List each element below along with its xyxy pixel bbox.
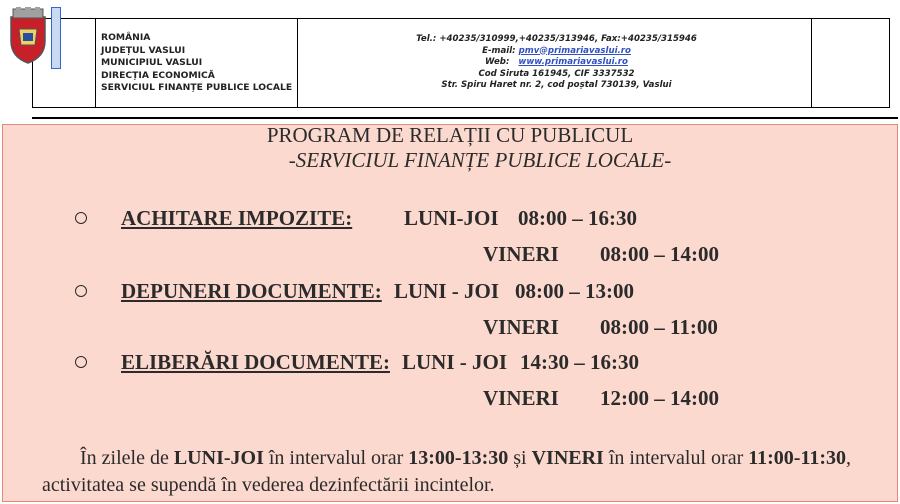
note-part-1: În zilele de bbox=[80, 447, 174, 469]
item-weekday-eliberari: LUNI - JOI bbox=[402, 350, 508, 374]
disinfection-note bbox=[42, 445, 898, 499]
web-link[interactable]: www.primariavaslui.ro bbox=[518, 57, 628, 67]
letterhead-table bbox=[32, 18, 890, 108]
note-part-3: și bbox=[508, 447, 532, 469]
inst-line-2: JUDEȚUL VASLUI bbox=[101, 44, 186, 56]
item-weekday-hours-depuneri: 08:00 – 13:00 bbox=[515, 279, 634, 303]
email-link[interactable]: pmv@primariavaslui.ro bbox=[518, 45, 631, 56]
item-weekday-depuneri: LUNI - JOI bbox=[394, 279, 500, 303]
note-part-5: , activitatea se supendă în vederea dezinfectării incintelor. bbox=[42, 447, 852, 496]
inst-line-3: MUNICIPIUL VASLUI bbox=[101, 57, 203, 68]
inst-line-1: ROMÂNIA bbox=[101, 32, 151, 43]
item-friday-hours-achitare: 08:00 – 14:00 bbox=[600, 242, 719, 266]
institution-block bbox=[101, 32, 292, 95]
item-label-depuneri: DEPUNERI DOCUMENTE: bbox=[121, 279, 382, 303]
inst-line-4: DIRECȚIA ECONOMICĂ bbox=[101, 69, 215, 81]
item-friday-achitare: VINERI bbox=[483, 242, 559, 266]
item-label-achitare: ACHITARE IMPOZITE: bbox=[121, 206, 353, 230]
program-title: PROGRAM DE RELAȚII CU PUBLICUL bbox=[266, 123, 634, 147]
bullet-icon bbox=[75, 212, 87, 224]
item-friday-hours-eliberari: 12:00 – 14:00 bbox=[600, 386, 719, 410]
item-weekday-achitare: LUNI-JOI bbox=[404, 206, 499, 230]
municipality-crest-icon bbox=[5, 7, 51, 65]
note-weekday-interval: 13:00-13:30 bbox=[408, 447, 509, 469]
note-part-2: în intervalul orar bbox=[263, 447, 409, 469]
program-subtitle: -SERVICIUL FINANȚE PUBLICE LOCALE- bbox=[288, 148, 672, 172]
web-label: Web: bbox=[485, 57, 510, 67]
decorative-bar bbox=[51, 7, 61, 69]
item-weekday-hours-eliberari: 14:30 – 16:30 bbox=[520, 350, 639, 374]
codes-line: Cod Siruta 161945, CIF 3337532 bbox=[478, 68, 635, 79]
note-friday: VINERI bbox=[531, 447, 604, 469]
inst-line-5: SERVICIUL FINANȚE PUBLICE LOCALE bbox=[101, 82, 293, 93]
bullet-icon bbox=[75, 285, 87, 297]
note-weekday: LUNI-JOI bbox=[173, 447, 264, 469]
note-friday-interval: 11:00-11:30 bbox=[748, 447, 847, 469]
email-line bbox=[300, 46, 813, 58]
phone-line: Tel.: +40235/310999,+40235/313946, Fax:+40235/315946 bbox=[416, 34, 697, 44]
item-friday-depuneri: VINERI bbox=[483, 315, 559, 339]
item-friday-eliberari: VINERI bbox=[483, 386, 559, 410]
note-part-4: în intervalul orar bbox=[603, 447, 749, 469]
header-divider bbox=[32, 117, 898, 119]
contact-block bbox=[300, 34, 813, 92]
bullet-icon bbox=[75, 356, 87, 368]
email-label: E-mail: bbox=[482, 45, 516, 56]
item-friday-hours-depuneri: 08:00 – 11:00 bbox=[600, 315, 718, 339]
address-line: Str. Spiru Haret nr. 2, cod poștal 730139, Vaslui bbox=[441, 80, 672, 90]
item-label-eliberari: ELIBERĂRI DOCUMENTE: bbox=[121, 350, 390, 374]
web-line bbox=[300, 57, 813, 69]
item-weekday-hours-achitare: 08:00 – 16:30 bbox=[518, 206, 637, 230]
